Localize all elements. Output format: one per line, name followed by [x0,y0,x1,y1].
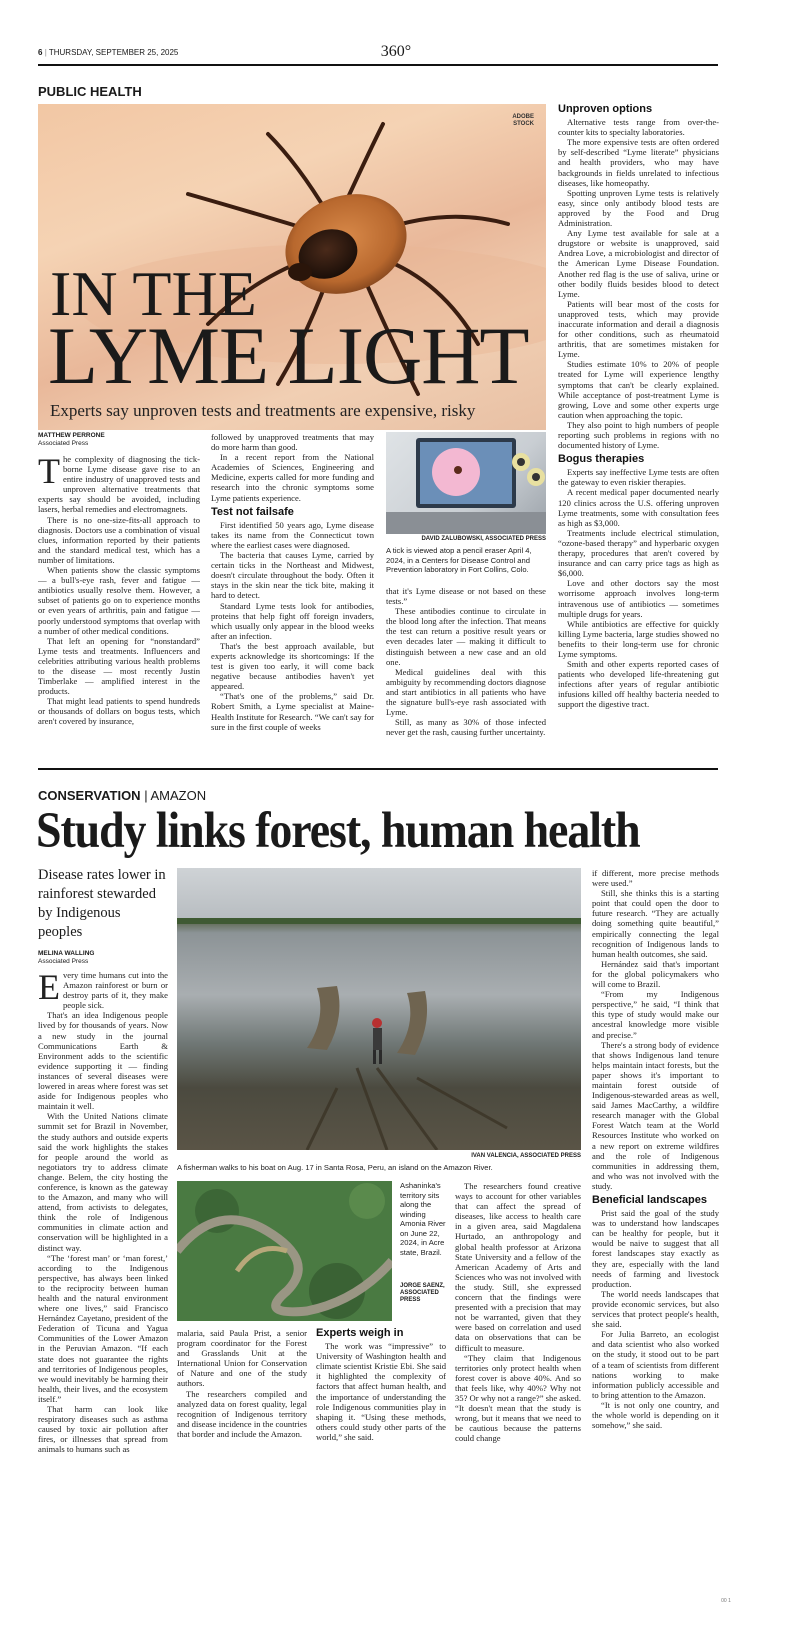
paragraph: he complexity of diagnosing the tick-borne Lyme disease gave rise to an entire industry of unapproved tests and unproven alternative treatments that experts say should be avoided, including lasers, herbal remedies and electromagnets. [38,454,200,515]
story2-col2 [177,1328,307,1468]
paragraph: Patients will bear most of the costs for unapproved tests, which may provide inaccurate information and derail a diagnosis for other conditions, such as rheumatoid arthritis, that are sometimes mistaken for Lyme. [558,298,719,360]
paragraph: There's a strong body of evidence that shows Indigenous land tenure helps maintain intact forests, but the paper shows it's important to maintain forest outside of Indigenous-stewarded areas as well, said James MacCarthy, a wildfire research manager with the Global Forest Watch team at the World Resources Institute who worked on a new report on extreme wildfires and the role of Indigenous communities in addressing them, and who was not involved with the study. [592,1039,719,1191]
paragraph: very time humans cut into the Amazon rainforest or burn or destroy parts of it, they make people sick. [63,970,168,1011]
paragraph: “That's one of the problems,” said Dr. Robert Smith, a Lyme specialist at Maine-Health Institute for Research. “We can't say for sure in the first couple of weeks [211,691,374,732]
subhead-beneficial-landscapes: Beneficial landscapes [592,1194,707,1206]
story1-col3 [386,586,546,756]
paragraph: That left an opening for “nonstandard” Lyme tests and treatments. Influencers and celebrities attributing various health problems to the disease — most recently Justin Timberlake — amplified interest in the products. [38,635,200,697]
paragraph: That's the best approach available, but experts acknowledge its shortcomings: If the test is given too early, it will come back negative because antibodies haven't yet appeared. [211,640,374,692]
paragraph: That harm can look like respiratory diseases such as asthma caused by toxic air pollution after fires, or illnesses that spread from animals to humans such as [38,1404,168,1455]
paragraph: Standard Lyme tests look for antibodies, proteins that help fight off foreign invaders, which usually only appear in the blood weeks after an infection. [211,600,374,641]
lab-photo-caption: A tick is viewed atop a pencil eraser April 4, 2024, in a Centers for Disease Control and Prevention laboratory in Fort Collins, Colo. [386,546,532,574]
paragraph: “They claim that Indigenous territories only protect health when forest cover is above 40%. And so that feels like, why 40%? Why not 35? Or why not a range?” she asked. “It doesn't mean that the study is wrong, but it means that we need to be cautious because the patterns could change [455,1352,581,1444]
subhead-unproven-options: Unproven options [558,104,653,115]
section-flag: 360° [380,43,412,60]
page-folio: 6 | THURSDAY, SEPTEMBER 25, 2025 [38,48,179,57]
paragraph: The work was “impressive” to University of Washington health and climate scientist Kristie Ebi. She said it highlighted the complexity of factors that affect human health, and the importance of understanding the role Indigenous communities play in shaping it. “Using these methods, others could study other parts of the world,” she said. [316,1341,446,1442]
paragraph: The researchers compiled and analyzed data on forest quality, legal recognition of Indigenous territory and disease incidence in the countries that border and include the Amazon. [177,1388,307,1439]
paragraph: Prist said the goal of the study was to understand how landscapes can be healthy for people, but it would be naive to suggest that all forest landscapes stay exactly as they are, especially with the land needs of farming and livestock production. [592,1208,719,1289]
paragraph: Alternative tests range from over-the-counter kits to specialty laboratories. [558,117,719,138]
river-illustration [177,868,581,1150]
paragraph: The more expensive tests are often ordered by self-described “Lyme literate” physicians and health providers, who may have backgrounds in fields unrelated to infectious diseases, like homeopathy. [558,137,719,188]
headline-line1: IN THE [50,258,257,329]
paragraph: While antibiotics are effective for quickly killing Lyme bacteria, large studies showed no benefits to their long-term use for chronic Lyme symptoms. [558,618,719,659]
subhead-experts-weigh-in: Experts weigh in [316,1328,404,1339]
paragraph: Hernández said that's important for the global policymakers who will come to Brazil. [592,958,719,990]
section-name: CONSERVATION [38,788,141,803]
page-number: 6 [38,48,43,57]
lab-illustration [386,432,546,534]
paragraph: They also point to high numbers of people reporting such problems in regions with no documented history of Lyme. [558,419,719,451]
story2-deck: Disease rates lower in rainforest stewarded by Indigenous peoples [38,867,166,940]
byline-name: MATTHEW PERRONE [38,432,105,439]
paragraph: “It is not only one country, and the whole world is depending on it somehow,” she said. [592,1399,719,1431]
story1-col4 [558,104,719,756]
paragraph: Treatments include electrical stimulation, “ozone-based therapy” and hyperbaric oxygen therapy, procedures that aren't covered by insurance and can carry price tags as high as $6,000. [558,527,719,579]
byline-name: MELINA WALLING [38,950,95,957]
story2-col4 [455,1181,581,1468]
aerial-photo-caption: Ashaninka's territory sits along the winding Amonia River on June 22, 2024, in Acre state, Brazil. [400,1181,446,1257]
section-label-public-health: PUBLIC HEALTH [38,84,142,99]
paragraph: Still, she thinks this is a starting point that could open the door to future research. “They are actually doing something quite beautiful,” empirically connecting the legal recognition of Indigenous lands to human health outcomes, she said. [592,888,719,959]
headline-line2: LYME LIGHT [48,310,529,401]
paragraph: Medical guidelines deal with this ambiguity by recommending doctors diagnose and start antibiotics in all patients who have the signature bull's-eye rash associated with Lyme. [386,666,546,718]
paragraph: The bacteria that causes Lyme, carried by certain ticks in the Northeast and Midwest, doesn't circulate throughout the body. Often it stays in the skin near the tick bite, making it hard to detect. [211,550,374,601]
story2-col1 [38,866,168,1466]
story2-headline: Study links forest, human health [36,803,640,859]
paragraph: “From my Indigenous perspective,” he said, “I think that this type of study would make our ancestral knowledge more visible and precise.” [592,989,719,1040]
header-rule [38,64,718,66]
subhead-test-not-failsafe: Test not failsafe [211,505,294,518]
paragraph: The world needs landscapes that provide economic services, but also services that protect people's health, she said. [592,1288,719,1330]
story2-col5 [592,868,719,1468]
paragraph: With the United Nations climate summit set for Brazil in November, the study authors and outside experts said the work highlights the stakes for people around the world as negotiators try to address climate change. Belem, the city hosting the conference, is known as the gateway to the Amazon, and many who will attend, from activists to delegates, think the role of Indigenous communities in climate action and conservation will be highlighted in a distinct way. [38,1111,168,1253]
paragraph: A recent medical paper documented nearly 120 clinics across the U.S. offering unproven Lyme treatments, some with consultation fees as high as $3,000. [558,487,719,528]
paragraph: malaria, said Paula Prist, a senior program coordinator for the Forest and Grasslands Unit at the International Union for Conservation of Nature and one of the study authors. [177,1328,307,1389]
hero-photo-credit: ADOBE STOCK [512,114,534,127]
story1-col1 [38,432,200,756]
paragraph: That's an idea Indigenous people lived by for thousands of years. Now a new study in the journal Communications Earth & Environment adds to the scientific evidence supporting it — finding instances of several diseases were lowered in areas where forest was set aside for Indigenous peoples who maintain it well. [38,1010,168,1112]
paragraph: Any Lyme test available for sale at a drugstore or website is unapproved, said Andrea Love, a microbiologist and director of the American Lyme Disease Foundation. Another red flag is the use of saliva, urine or other bodily fluids besides blood to detect Lyme. [558,228,719,299]
paragraph: Studies estimate 10% to 20% of people treated for Lyme will experience lengthy symptoms that can't be clearly explained. While acceptance of post-treatment Lyme is growing, Love and some other experts urge caution when approaching the topic. [558,359,719,420]
paragraph: Spotting unproven Lyme tests is relatively easy, since only antibody blood tests are approved by the Food and Drug Administration. [558,187,719,229]
fisherman-photo-caption: A fisherman walks to his boat on Aug. 17 in Santa Rosa, Peru, an island on the Amazon River. [177,1163,493,1172]
section-separator: | [144,788,148,803]
paragraph: if different, more precise methods were used.” [592,868,719,889]
lab-photo-credit: DAVID ZALUBOWSKI, ASSOCIATED PRESS [421,536,546,542]
paragraph: Experts say ineffective Lyme tests are often the gateway to even riskier therapies. [558,467,719,488]
paragraph: followed by unapproved treatments that may do more harm than good. [211,432,374,453]
aerial-illustration [177,1181,392,1321]
paragraph: The researchers found creative ways to account for other variables that can affect the spread of diseases, like access to health care in a given area, said Magdalena Hurtado, an anthropology and global health professor at Arizona State University and a fellow of the American Academy of Arts and Sciences who was not involved with the study. Still, she expressed concern that the findings were presented with a precision that may not be warranted, given that they were based on correlation and used data on observations that can be difficult to measure. [455,1181,581,1353]
drop-cap: E [38,970,60,1007]
aerial-river-photo [177,1181,392,1321]
paragraph: “The ‘forest man’ or ‘man forest,’ according to the Indigenous perspective, has always been linked to the reciprocity between human health and the natural environment where one lives,” said Francisco Hernández Cayetano, president of the Federation of Ticuna and Yagua Communities of the Lower Amazon in the Peruvian Amazon. “If each state does not guarantee the rights and territories of Indigenous peoples, we would inevitably be harming their health, their lives, and the ecosystem itself.” [38,1252,168,1404]
aerial-photo-credit: JORGE SAENZ, ASSOCIATED PRESS [400,1283,445,1303]
fisherman-photo [177,868,581,1150]
subhead-bogus-therapies: Bogus therapies [558,453,645,466]
footer-code: 00 1 [721,1598,731,1604]
paragraph: Still, as many as 30% of those infected never get the rash, causing further uncertainty. [386,717,546,738]
paragraph: There is no one-size-fits-all approach to diagnosis. Doctors use a combination of visual clues, information reported by their patients and the standard medical test, which has a number of limitations. [38,514,200,565]
paragraph: In a recent report from the National Academies of Sciences, Engineering and Medicine, experts called for more funding and research into the chronic symptoms some Lyme patients experience. [211,452,374,503]
story2-col3 [316,1328,446,1468]
paragraph: That might lead patients to spend hundreds or thousands of dollars on bogus tests, which aren't covered by insurance, [38,696,200,727]
paragraph: For Julia Barreto, an ecologist and data scientist who also worked on the study, it stood out to be part of a team of scientists from different nations working to make information publicly accessible and to bring attention to the Amazon. [592,1329,719,1400]
section-sub: AMAZON [150,788,207,803]
lab-tick-photo [386,432,546,534]
fisherman-photo-credit: IVAN VALENCIA, ASSOCIATED PRESS [471,1153,581,1159]
drop-cap: T [38,454,60,491]
paragraph: These antibodies continue to circulate in the blood long after the infection. That means the test can return a positive result years or even decades later — making it difficult to distinguish between a new case and an old one. [386,606,546,667]
issue-date: THURSDAY, SEPTEMBER 25, 2025 [48,48,179,57]
story-divider [38,768,718,770]
paragraph: Love and other doctors say the most worrisome approach involves long-term intravenous use of antibiotics — sometimes multiple drugs for years. [558,578,719,619]
story1-col2 [211,432,374,756]
hero-tick-photo [38,104,546,430]
byline-org: Associated Press [38,440,89,447]
byline-org: Associated Press [38,958,89,965]
paragraph: When patients show the classic symptoms — a bull's-eye rash, fever and fatigue — antibiotics usually resolve them. However, a subset of patients go on to experience months or even years of arthritis, pain and fatigue — poorly understood symptoms that overlap with a number of other medical conditions. [38,565,200,636]
story1-deck: Experts say unproven tests and treatments are expensive, risky [50,401,476,420]
paragraph: Smith and other experts reported cases of patients who developed life-threatening gut infections after years of regular antibiotic infusions killed off healthy bacteria needed to support the digestive tract. [558,659,719,710]
paragraph: that it's Lyme disease or not based on these tests.” [386,586,546,607]
paragraph: First identified 50 years ago, Lyme disease takes its name from the Connecticut town where the earliest cases were diagnosed. [211,519,374,550]
